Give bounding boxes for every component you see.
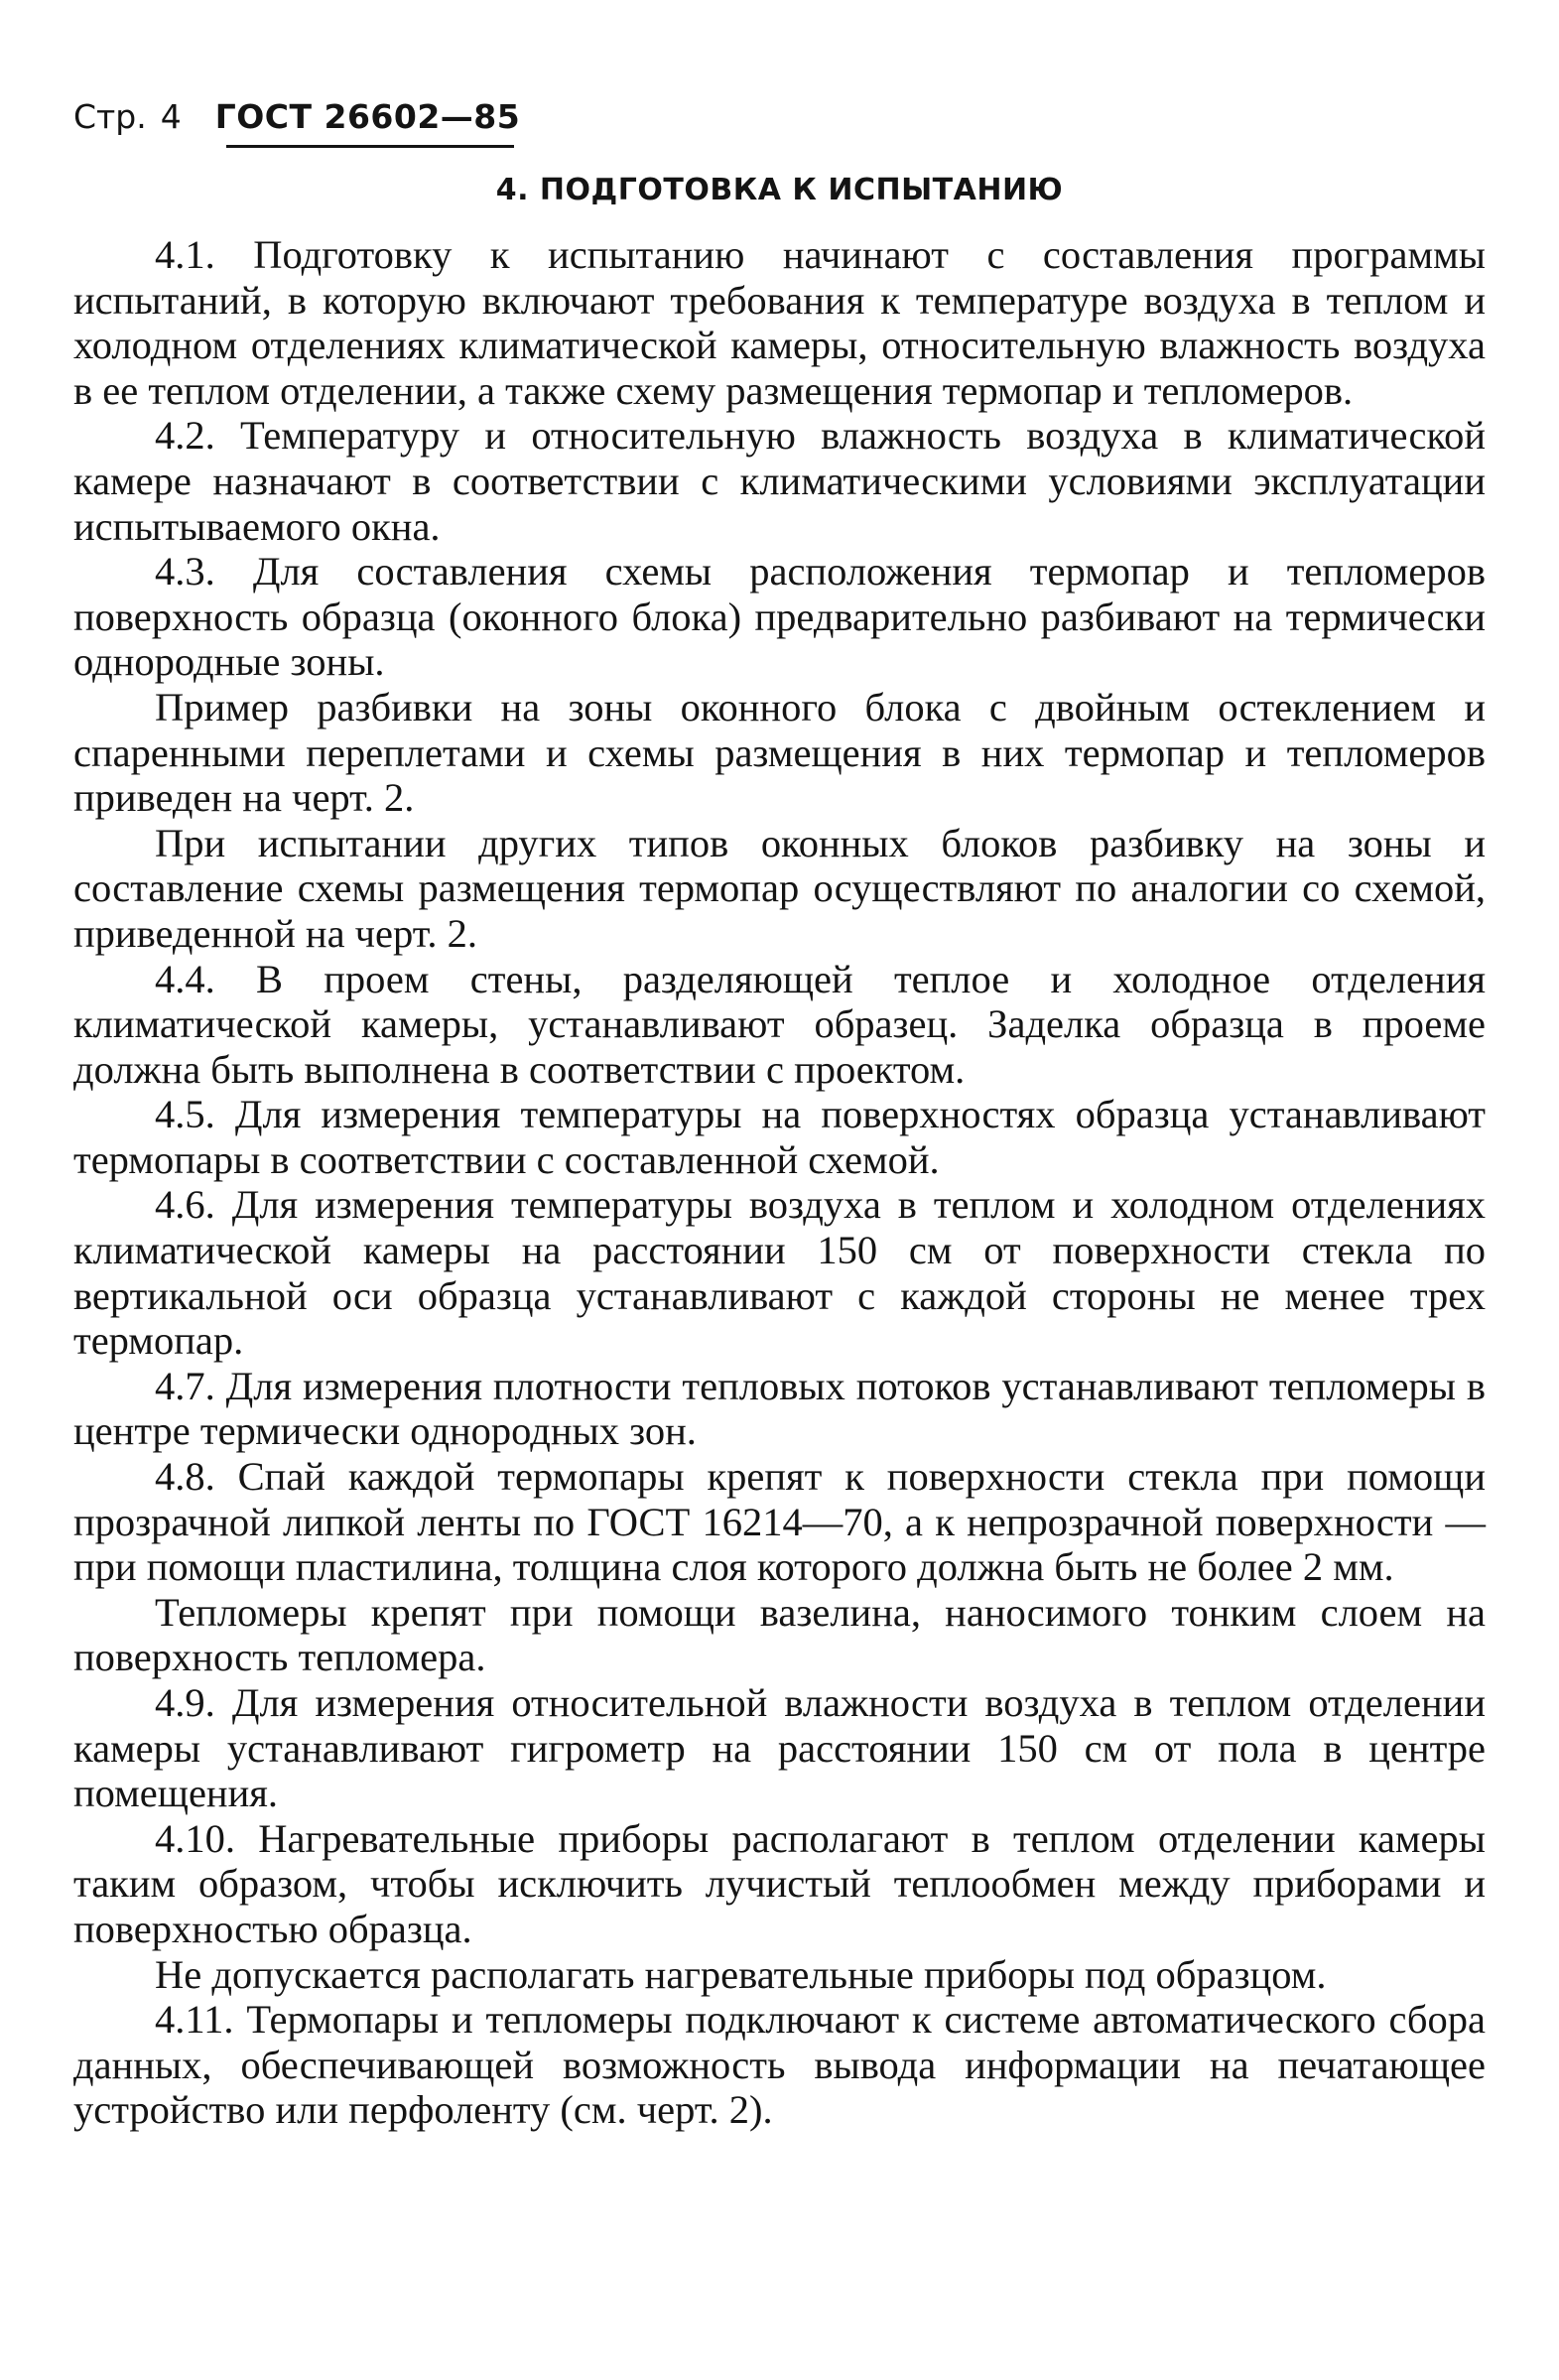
paragraph-4-9: 4.9. Для измерения относительной влажности воздуха в теплом отделении камеры устанавливают гигрометр на расстоянии 150 см от пола в центре помещения. <box>73 1680 1486 1816</box>
paragraph-4-3: 4.3. Для составления схемы расположения термопар и тепломеров поверхность образца (оконного блока) предварительно разбивают на термически однородные зоны. <box>73 549 1486 685</box>
paragraph-4-2: 4.2. Температуру и относительную влажность воздуха в климатической камере назначают в соответствии с климатическими условиями эксплуатации испытываемого окна. <box>73 413 1486 549</box>
paragraph-4-3-other-types: При испытании других типов оконных блоков разбивку на зоны и составление схемы размещения термопар осуществляют по аналогии со схемой, приведенной на черт. 2. <box>73 820 1486 956</box>
paragraph-4-3-example: Пример разбивки на зоны оконного блока с двойным остеклением и спаренными переплетами и схемы размещения в них термопар и тепломеров приведен на черт. 2. <box>73 684 1486 821</box>
paragraph-4-11: 4.11. Термопары и тепломеры подключают к системе автоматического сбора данных, обеспечивающей возможность вывода информации на печатающее устройство или перфоленту (см. черт. 2). <box>73 1997 1486 2133</box>
page-header <box>73 97 589 147</box>
paragraph-4-10-restriction: Не допускается располагать нагревательные приборы под образцом. <box>155 1951 1327 1997</box>
standard-code: ГОСТ 26602—85 <box>214 97 521 136</box>
page-number: 4 <box>160 97 182 136</box>
paragraph-4-8: 4.8. Спай каждой термопары крепят к поверхности стекла при помощи прозрачной липкой ленты по ГОСТ 16214—70, а к непрозрачной поверхности — при помощи пластилина, толщина слоя которого должна быть не более 2 мм. <box>73 1454 1486 1590</box>
body-text <box>73 232 1486 2133</box>
section-title: 4. ПОДГОТОВКА К ИСПЫТАНИЮ <box>495 173 1064 207</box>
paragraph-4-8-heat-meters: Тепломеры крепят при помощи вазелина, наносимого тонким слоем на поверхность тепломера. <box>73 1589 1486 1680</box>
paragraph-4-1: 4.1. Подготовку к испытанию начинают с составления программы испытаний, в которую включают требования к температуре воздуха в теплом и холодном отделениях климатической камеры, относительную влажность воздуха в ее теплом отделении, а также схему размещения термопар и тепломеров. <box>73 232 1486 413</box>
paragraph-4-6: 4.6. Для измерения температуры воздуха в теплом и холодном отделениях климатической камеры на расстоянии 150 см от поверхности стекла по вертикальной оси образца устанавливают с каждой стороны не менее трех термопар. <box>73 1182 1486 1364</box>
paragraph-4-7: 4.7. Для измерения плотности тепловых потоков устанавливают тепломеры в центре термически однородных зон. <box>73 1363 1486 1454</box>
header-underline <box>226 145 514 148</box>
paragraph-4-5: 4.5. Для измерения температуры на поверхностях образца устанавливают термопары в соответствии с составленной схемой. <box>73 1092 1486 1182</box>
page-label: Стр. <box>73 97 147 136</box>
paragraph-4-10: 4.10. Нагревательные приборы располагают в теплом отделении камеры таким образом, чтобы исключить лучистый теплообмен между приборами и поверхностью образца. <box>73 1815 1486 1951</box>
paragraph-4-4: 4.4. В проем стены, разделяющей теплое и холодное отделения климатической камеры, устанавливают образец. Заделка образца в проеме должна быть выполнена в соответствии с проектом. <box>73 956 1486 1092</box>
